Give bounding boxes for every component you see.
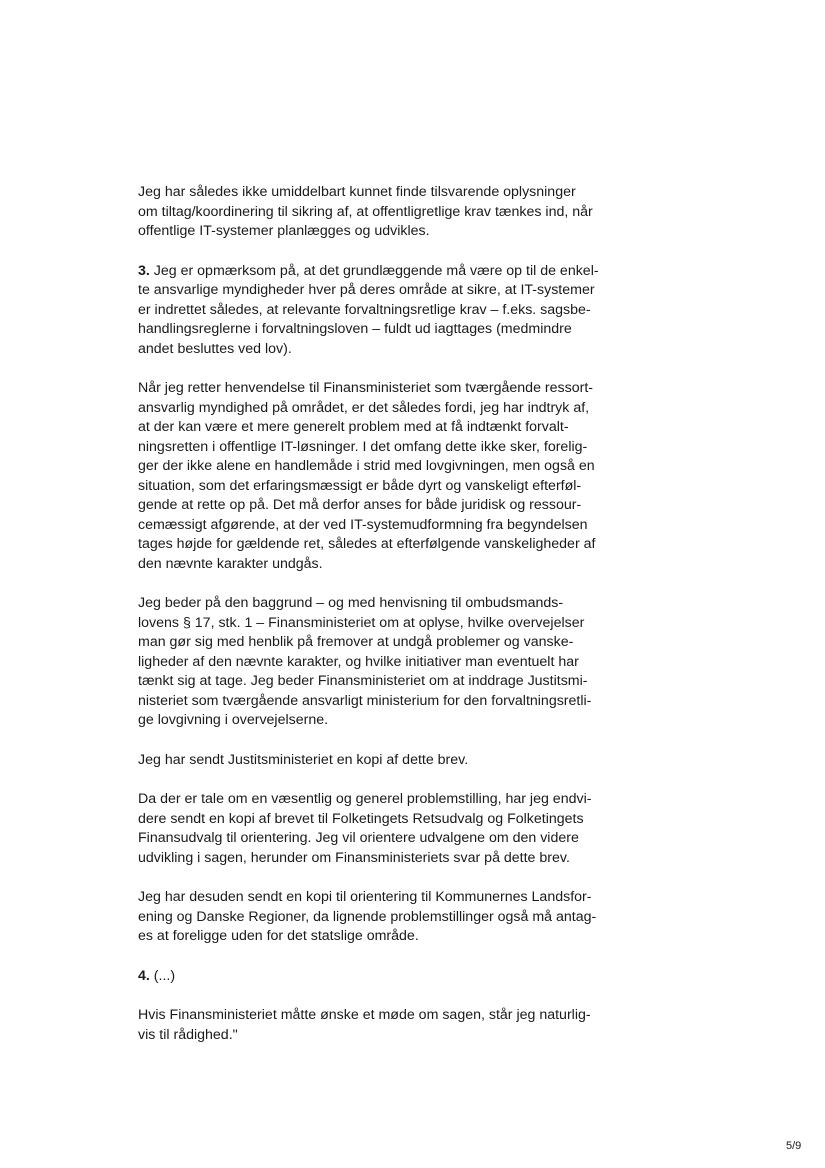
- text-line: [138, 477, 618, 497]
- text-line: [138, 203, 618, 223]
- line-text: ningsretten i offentlige IT-løsninger. I det omfang dette ikke sker, forelig-: [138, 438, 588, 455]
- text-line: [138, 751, 618, 771]
- line-text: handlingsreglerne i forvaltningsloven – fuldt ud iagttages (medmindre: [138, 321, 572, 337]
- body-paragraph: [138, 967, 618, 987]
- text-line: [138, 614, 618, 634]
- line-text: gende at rette op på. Det må derfor anses for både juridisk og ressour-: [138, 497, 582, 513]
- text-line: [138, 594, 618, 614]
- page-number: 5/9: [786, 1140, 802, 1152]
- text-line: [138, 908, 618, 928]
- text-line: [138, 535, 618, 555]
- line-text: udvikling i sagen, herunder om Finansministeriets svar på dette brev.: [138, 849, 570, 866]
- text-line: [138, 399, 618, 419]
- line-text: tænkt sig at tage. Jeg beder Finansministeriet om at inddrage Justitsmi-: [138, 673, 588, 689]
- text-line: [138, 438, 618, 458]
- section-number: 4.: [138, 967, 150, 984]
- line-text: den nævnte karakter undgås.: [138, 555, 323, 572]
- line-text: dere sendt en kopi af brevet til Folketingets Retsudvalg og Folketingets: [138, 810, 584, 827]
- text-line: [138, 496, 618, 516]
- text-line: [138, 829, 618, 849]
- text-line: [138, 183, 618, 203]
- text-line: [138, 692, 618, 712]
- line-text: ansvarlig myndighed på området, er det således fordi, jeg har indtryk af,: [138, 399, 590, 416]
- line-text: te ansvarlige myndigheder hver på deres område at sikre, at IT-systemer: [138, 282, 595, 298]
- line-text: man gør sig med henblik på fremover at undgå problemer og vanske-: [138, 634, 574, 650]
- text-line: [138, 301, 618, 321]
- text-line: [138, 967, 618, 987]
- line-text: andet besluttes ved lov).: [138, 340, 292, 357]
- line-text: nisteriet som tværgående ansvarligt ministerium for den forvaltningsretli-: [138, 692, 592, 709]
- section-number: 3.: [138, 262, 150, 279]
- line-text: ligheder af den nævnte karakter, og hvilke initiativer man eventuelt har: [138, 653, 579, 670]
- text-line: [138, 888, 618, 908]
- line-text: Jeg har således ikke umiddelbart kunnet finde tilsvarende oplysninger: [138, 184, 576, 200]
- line-text: ger der ikke alene en handlemåde i strid med lovgivningen, men også en: [138, 458, 595, 474]
- line-text: cemæssigt afgørende, at der ved IT-systemudformning fra begyndelsen: [138, 516, 588, 533]
- text-line: [138, 927, 618, 947]
- text-line: [138, 790, 618, 810]
- line-text: es at foreligge uden for det statslige område.: [138, 928, 419, 944]
- text-line: [138, 555, 618, 575]
- text-line: [138, 262, 618, 282]
- line-text: Finansudvalg til orientering. Jeg vil orientere udvalgene om den videre: [138, 830, 579, 846]
- text-line: [138, 340, 618, 360]
- text-line: [138, 633, 618, 653]
- body-paragraph: [138, 888, 618, 947]
- text-line: [138, 849, 618, 869]
- line-text: (...): [149, 967, 176, 984]
- text-line: [138, 320, 618, 340]
- text-line: [138, 281, 618, 301]
- text-line: [138, 418, 618, 438]
- line-text: ge lovgivning i overvejelserne.: [138, 712, 329, 728]
- text-line: [138, 653, 618, 673]
- body-paragraph: [138, 790, 618, 868]
- text-line: [138, 222, 618, 242]
- line-text: at der kan være et mere generelt problem med at få indtænkt forvalt-: [138, 419, 569, 435]
- body-paragraph: [138, 183, 618, 242]
- line-text: lovens § 17, stk. 1 – Finansministeriet om at oplyse, hvilke overvejelser: [138, 614, 585, 631]
- body-paragraph: [138, 262, 618, 360]
- line-text: Jeg har sendt Justitsministeriet en kopi af dette brev.: [138, 751, 469, 768]
- text-line: [138, 457, 618, 477]
- line-text: tages højde for gældende ret, således at efterfølgende vanskeligheder af: [138, 536, 596, 552]
- text-line: [138, 516, 618, 536]
- body-paragraph: [138, 751, 618, 771]
- text-line: [138, 1026, 618, 1046]
- line-text: Jeg beder på den baggrund – og med henvisning til ombudsmands-: [138, 595, 564, 611]
- text-line: [138, 379, 618, 399]
- line-text: ening og Danske Regioner, da lignende problemstillinger også må antag-: [138, 908, 597, 925]
- line-text: situation, som det erfaringsmæssigt er både dyrt og vanskeligt efterføl-: [138, 477, 582, 494]
- line-text: er indrettet således, at relevante forvaltningsretlige krav – f.eks. sagsbe-: [138, 301, 591, 318]
- line-text: Jeg er opmærksom på, at det grundlæggende må være op til de enkel-: [149, 262, 599, 279]
- line-text: Jeg har desuden sendt en kopi til orientering til Kommunernes Landsfor-: [138, 889, 592, 905]
- line-text: vis til rådighed.": [138, 1026, 238, 1043]
- text-line: [138, 1006, 618, 1026]
- line-text: Hvis Finansministeriet måtte ønske et møde om sagen, står jeg naturlig-: [138, 1007, 591, 1023]
- line-text: offentlige IT-systemer planlægges og udvikles.: [138, 223, 430, 239]
- line-text: om tiltag/koordinering til sikring af, at offentligretlige krav tænkes ind, når: [138, 203, 593, 220]
- text-line: [138, 711, 618, 731]
- body-paragraph: [138, 1006, 618, 1045]
- text-line: [138, 672, 618, 692]
- body-paragraph: [138, 379, 618, 574]
- line-text: Da der er tale om en væsentlig og generel problemstilling, har jeg endvi-: [138, 791, 592, 807]
- body-paragraph: [138, 594, 618, 731]
- line-text: Når jeg retter henvendelse til Finansministeriet som tværgående ressort-: [138, 380, 593, 396]
- text-line: [138, 810, 618, 830]
- letter-body: [138, 183, 618, 1065]
